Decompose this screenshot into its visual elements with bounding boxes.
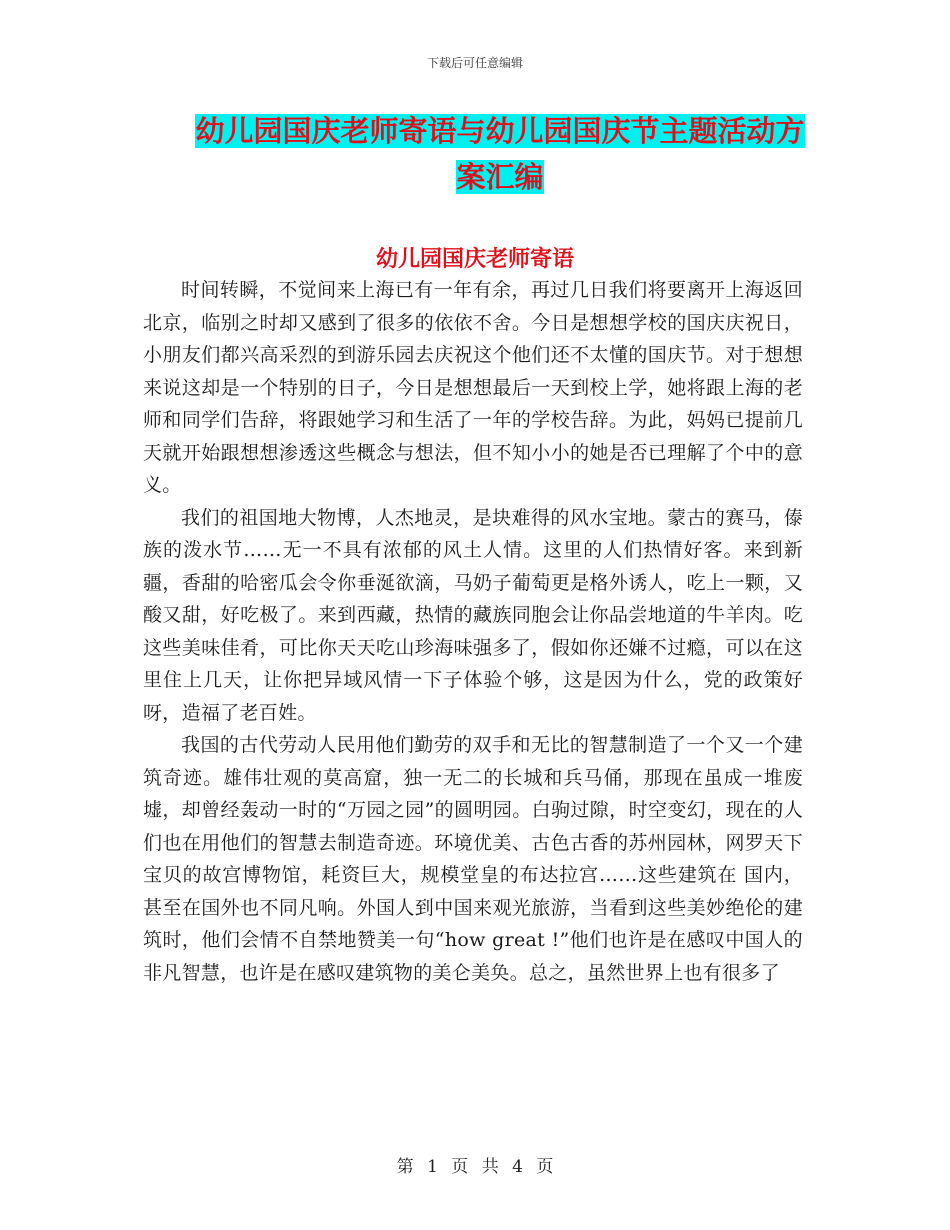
body-text (143, 274, 803, 989)
footer-prefix: 第 (396, 1157, 414, 1177)
document-title-text: 幼儿园国庆老师寄语与幼儿园国庆节主题活动方案汇编 (195, 114, 805, 194)
section-title: 幼儿园国庆老师寄语 (375, 246, 574, 272)
paragraph-1: 时间转瞬，不觉间来上海已有一年有余，再过几日我们将要离开上海返回北京，临别之时却又感到了很多的依依不舍。今日是想想学校的国庆庆祝日，小朋友们都兴高采烈的到游乐园去庆祝这个他们还不太懂的国庆节。对于想想来说这却是一个特别的日子，今日是想想最后一天到校上学，她将跟上海的老师和同学们告辞，将跟她学习和生活了一年的学校告辞。为此，妈妈已提前几天就开始跟想想渗透这些概念与想法，但不知小小的她是否已理解了个中的意义。 (143, 279, 803, 496)
paragraph-3: 我国的古代劳动人民用他们勤劳的双手和无比的智慧制造了一个又一个建筑奇迹。雄伟壮观的莫高窟，独一无二的长城和兵马俑，那现在虽成一堆废墟，却曾经轰动一时的“万园之园”的圆明园。白驹过隙，时空变幻，现在的人们也在用他们的智慧去制造奇迹。环境优美、古色古香的苏州园林，网罗天下宝贝的故宫博物馆，耗资巨大，规模堂皇的布达拉宫……这些建筑在 国内，甚至在国外也不同凡响。外国人到中国来观光旅游，当看到这些美妙绝伦的建筑时，他们会情不自禁地赞美一句“how great !”他们也许是在感叹中国人的非凡智慧，也许是在感叹建筑物的美仑美奂。总之，虽然世界上也有很多了 (143, 734, 803, 984)
document-title (190, 108, 810, 200)
footer-total-unit: 页 (536, 1157, 554, 1177)
header-note: 下载后可任意编辑 (426, 56, 523, 70)
footer-page-unit: 页 (451, 1157, 469, 1177)
footer-total-prefix: 共 (481, 1157, 499, 1177)
paragraph-2: 我们的祖国地大物博，人杰地灵，是块难得的风水宝地。蒙古的赛马，傣族的泼水节……无一不具有浓郁的风土人情。这里的人们热情好客。来到新疆，香甜的哈密瓜会令你垂涎欲滴，马奶子葡萄更是格外诱人，吃上一颗，又酸又甜，好吃极了。来到西藏，热情的藏族同胞会让你品尝地道的牛羊肉。吃这些美味佳肴，可比你天天吃山珍海味强多了，假如你还嫌不过瘾，可以在这里住上几天，让你把异域风情一下子体验个够，这是因为什么，党的政策好呀，造福了老百姓。 (143, 506, 803, 724)
page-footer (0, 1152, 950, 1177)
footer-total-pages: 4 (512, 1157, 523, 1177)
footer-page-number: 1 (427, 1157, 438, 1177)
